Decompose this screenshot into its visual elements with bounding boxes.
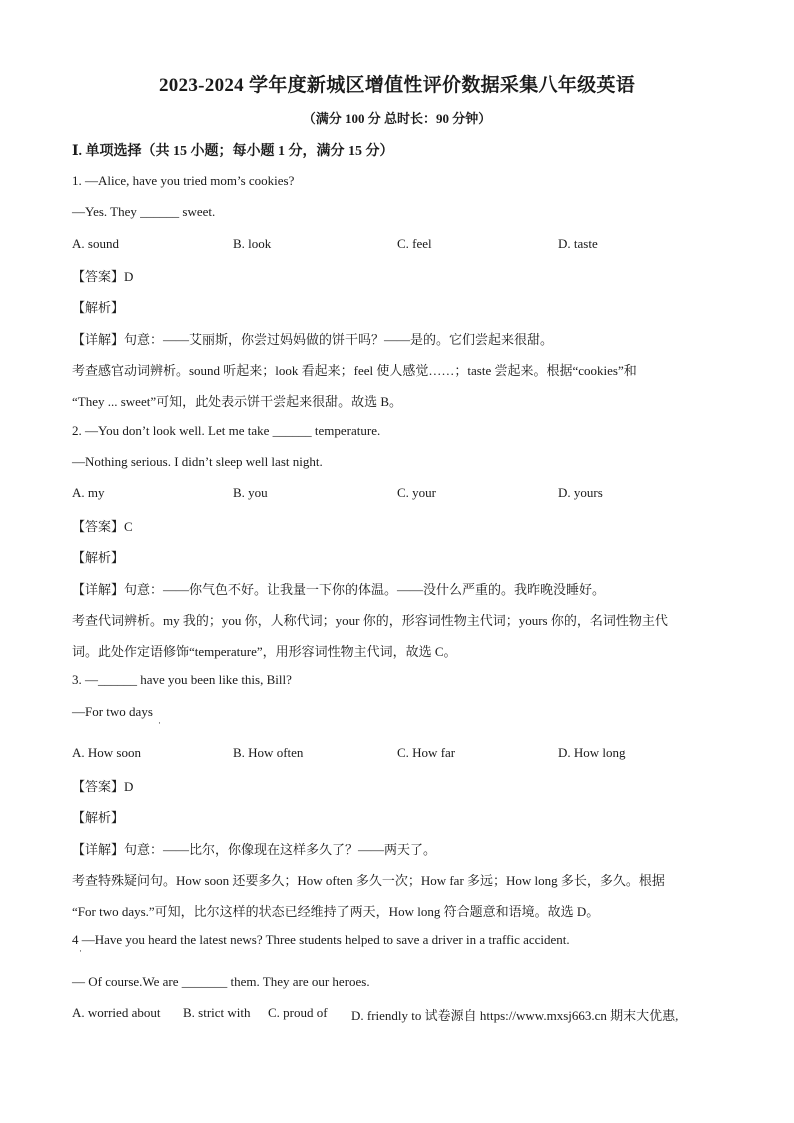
q3-explanation-line1: 考查特殊疑问句。How soon 还要多久；How often 多久一次；How far 多远；How long 多长，多久。根据 (72, 873, 665, 888)
q2-option-c: C. your (397, 485, 436, 500)
q4-option-d: D. friendly to 试卷源自 https://www.mxsj663.cn 期末大优惠, (351, 1008, 679, 1023)
section-heading: Ⅰ. 单项选择（共 15 小题；每小题 1 分，满分 15 分） (72, 144, 394, 159)
q1-explanation-line1: 考查感官动词辨析。sound 听起来；look 看起来；feel 使人感觉……；taste 尝起来。根据“cookies”和 (72, 363, 637, 378)
q4-option-b: B. strict with (183, 1005, 251, 1020)
q3-answer: 【答案】D (72, 779, 134, 794)
q4-option-a: A. worried about (72, 1005, 161, 1020)
q2-detail: 【详解】句意：——你气色不好。让我量一下你的体温。——没什么严重的。我昨晚没睡好。 (72, 582, 606, 597)
page-title: 2023-2024 学年度新城区增值性评价数据采集八年级英语 (158, 75, 636, 96)
q3-detail: 【详解】句意：——比尔，你像现在这样多久了？——两天了。 (72, 842, 437, 857)
q2-answer: 【答案】C (72, 519, 133, 534)
q2-option-d: D. yours (558, 485, 603, 500)
q2-explanation-line1: 考查代词辨析。my 我的；you 你，人称代词；your 你的，形容词性物主代词；yours 你的，名词性物主代 (72, 613, 668, 628)
q2-option-b: B. you (233, 485, 268, 500)
q2-explanation-line2: 词。此处作定语修饰“temperature”，用形容词性物主代词，故选 C。 (72, 644, 457, 659)
q1-option-c: C. feel (397, 236, 432, 251)
exam-info: （满分 100 分 总时长：90 分钟） (302, 111, 492, 126)
q4-stem: 4 —Have you heard the latest news? Three students helped to save a driver in a traffic accident. (72, 932, 570, 947)
q1-explanation-line2: “They ... sweet”可知，此处表示饼干尝起来很甜。故选 B。 (72, 394, 403, 409)
q1-reply: —Yes. They ______ sweet. (72, 204, 216, 219)
q1-analysis-label: 【解析】 (72, 300, 125, 315)
stray-dot: · (158, 718, 161, 728)
q3-explanation-line2: “For two days.”可知，比尔这样的状态已经维持了两天，How long 符合题意和语境。故选 D。 (72, 904, 600, 919)
q2-option-a: A. my (72, 485, 105, 500)
stray-dot: · (79, 946, 82, 956)
q3-option-a: A. How soon (72, 745, 141, 760)
q4-option-c: C. proud of (268, 1005, 328, 1020)
q2-analysis-label: 【解析】 (72, 550, 125, 565)
q2-reply: —Nothing serious. I didn’t sleep well last night. (72, 454, 323, 469)
q2-stem: 2. —You don’t look well. Let me take ______ temperature. (72, 423, 381, 438)
q3-stem: 3. —______ have you been like this, Bill? (72, 672, 292, 687)
q1-detail: 【详解】句意：——艾丽斯，你尝过妈妈做的饼干吗？——是的。它们尝起来很甜。 (72, 332, 554, 347)
q1-option-a: A. sound (72, 236, 119, 251)
q1-option-d: D. taste (558, 236, 598, 251)
q3-option-b: B. How often (233, 745, 304, 760)
q4-reply: — Of course.We are _______ them. They are our heroes. (72, 974, 370, 989)
q3-analysis-label: 【解析】 (72, 810, 125, 825)
q1-answer: 【答案】D (72, 269, 134, 284)
q1-stem: 1. —Alice, have you tried mom’s cookies? (72, 173, 295, 188)
q3-option-c: C. How far (397, 745, 456, 760)
q3-option-d: D. How long (558, 745, 626, 760)
q3-reply: —For two days (72, 704, 153, 719)
q1-option-b: B. look (233, 236, 272, 251)
